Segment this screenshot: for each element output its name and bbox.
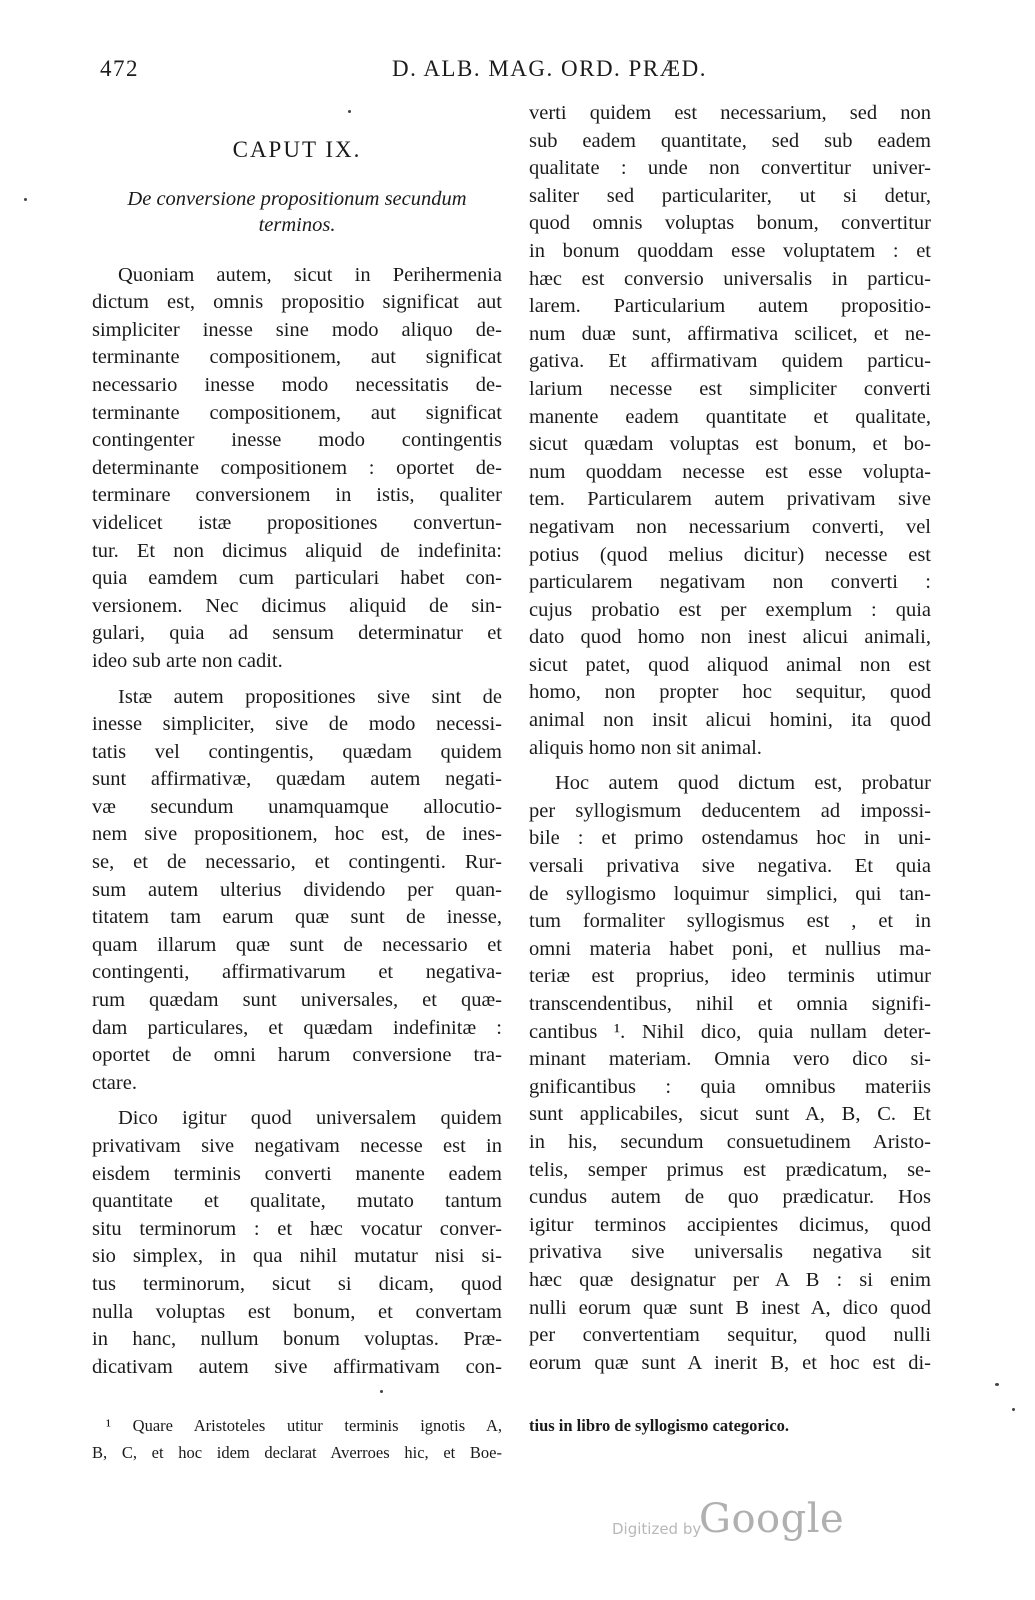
- subtitle-line: terminos.: [258, 213, 336, 236]
- text-line: homo, non propter hoc sequitur, quod: [529, 681, 931, 704]
- paragraph-3: [92, 1105, 502, 1381]
- text-line: simpliciter inesse sine modo aliquo de-: [92, 318, 502, 341]
- text-line: versionem. Nec dicimus aliquid de sin-: [92, 594, 502, 617]
- text-line: versali privativa sive negativa. Et quia: [529, 855, 931, 878]
- text-line: manente eadem quantitate et qualitate,: [529, 405, 931, 428]
- text-line: num quoddam necesse est esse volupta-: [529, 460, 931, 483]
- text-line: tem. Particularem autem privativam sive: [529, 488, 931, 511]
- text-line: transcendentibus, nihil et omnia signifi-: [529, 993, 931, 1015]
- text-line: nulli eorum quæ sunt B inest A, dico quod: [529, 1296, 931, 1319]
- text-line: titatem tam earum quæ sunt de inesse,: [92, 906, 502, 929]
- header-title: D. ALB. MAG. ORD. PRÆD.: [391, 56, 707, 81]
- text-line: cantibus ¹. Nihil dico, quia nullam deter-: [529, 1020, 931, 1043]
- text-line: in hanc, nullum bonum voluptas. Præ-: [92, 1328, 502, 1351]
- text-line: videlicet istæ propositiones convertun-: [92, 511, 502, 534]
- text-line: teriæ est proprius, ideo terminis utimur: [529, 965, 931, 988]
- text-line: per syllogismum deducentem ad impossi-: [529, 799, 931, 822]
- text-line: determinante compositionem : oportet de-: [92, 456, 502, 479]
- left-column: [92, 132, 502, 1389]
- chapter-title: CAPUT IX.: [232, 137, 362, 162]
- digitized-by-google-watermark: [612, 1496, 845, 1550]
- footnote-line: ¹ Quare Aristoteles utitur terminis ignotis A,: [106, 1416, 502, 1435]
- watermark-prefix: Digitized by: [612, 1520, 702, 1538]
- right-column: [529, 100, 931, 1385]
- paragraph-5: [529, 770, 931, 1377]
- text-line: sicut patet, quod aliquod animal non est: [529, 653, 931, 676]
- text-line: hæc quæ designatur per A B : si enim: [529, 1268, 931, 1291]
- text-line: quod omnis voluptas bonum, convertitur: [529, 212, 931, 235]
- text-line: Dico igitur quod universalem quidem: [118, 1107, 502, 1130]
- text-line: sunt applicabiles, sicut sunt A, B, C. Et: [529, 1103, 931, 1126]
- text-line: gnificantibus : quia omnibus materiis: [529, 1075, 931, 1098]
- text-line: situ terminorum : et hæc vocatur conver-: [92, 1217, 502, 1240]
- text-line: telis, semper primus est prædicatum, se-: [529, 1158, 931, 1181]
- text-line: dicativam autem sive affirmativam con-: [92, 1355, 502, 1378]
- scan-speck: [24, 198, 27, 201]
- text-line: contingenti, affirmativarum et negativa-: [92, 961, 502, 984]
- text-line: minant materiam. Omnia vero dico si-: [529, 1048, 931, 1071]
- text-line: terminare conversionem in istis, qualiter: [92, 484, 502, 507]
- text-line: saliter sed particulariter, ut si detur,: [529, 184, 931, 207]
- scan-speck: [380, 1390, 383, 1393]
- text-line: de syllogismo loquimur simplici, qui tan-: [529, 882, 931, 905]
- text-line: privativam sive negativam necesse est in: [92, 1135, 502, 1157]
- text-line: larem. Particularium autem propositio-: [529, 295, 931, 318]
- paragraph-1: [92, 262, 502, 676]
- text-line: ideo sub arte non cadit.: [92, 649, 283, 672]
- text-line: oportet de omni harum conversione tra-: [92, 1044, 502, 1067]
- scan-speck: [348, 110, 351, 113]
- text-line: in bonum quoddam esse voluptatem : et: [529, 239, 931, 262]
- scan-speck: [995, 1383, 999, 1386]
- text-line: gulari, quia ad sensum determinatur et: [92, 622, 502, 645]
- text-line: qualitate : unde non convertitur univer-: [529, 157, 931, 180]
- paragraph-4: [529, 100, 931, 762]
- footnote-line: B, C, et hoc idem declarat Averroes hic, et Boe-: [92, 1443, 502, 1462]
- text-line: animal non insit alicui homini, ita quod: [529, 709, 931, 732]
- text-line: per convertentiam sequitur, quod nulli: [529, 1324, 931, 1347]
- text-line: Quoniam autem, sicut in Perihermenia: [118, 263, 502, 286]
- scan-speck: [1012, 1408, 1015, 1411]
- text-line: sub eadem quantitate, sed sub eadem: [529, 129, 931, 152]
- text-line: væ secundum unamquamque allocutio-: [92, 795, 502, 818]
- text-line: se, et de necessario, et contingenti. Rur-: [92, 851, 502, 874]
- text-line: igitur terminos accipientes dicimus, quod: [529, 1213, 931, 1236]
- running-head: [92, 56, 947, 90]
- text-line: aliquis homo non sit animal.: [529, 736, 762, 759]
- text-line: privativa sive universalis negativa sit: [529, 1241, 931, 1264]
- footnote-left: [92, 1412, 502, 1466]
- text-line: sum autem ulterius dividendo per quan-: [92, 878, 502, 901]
- text-line: tatis vel contingentis, quædam quidem: [92, 740, 502, 763]
- text-line: num duæ sunt, affirmativa scilicet, et ne-: [529, 322, 931, 345]
- paragraph-2: [92, 684, 502, 1098]
- footnote-right: [529, 1412, 931, 1439]
- text-line: in his, secundum consuetudinem Aristo-: [529, 1130, 931, 1153]
- text-line: eorum quæ sunt A inerit B, et hoc est di-: [529, 1351, 931, 1374]
- footnote-line: tius in libro de syllogismo categorico.: [529, 1416, 790, 1435]
- text-line: quantitate et qualitate, mutato tantum: [92, 1190, 502, 1213]
- text-line: cujus probatio est per exemplum : quia: [529, 598, 931, 621]
- text-line: potius (quod melius dicitur) necesse est: [529, 543, 931, 566]
- text-line: terminante compositionem, aut significat: [92, 346, 502, 369]
- text-line: contingenter inesse modo contingentis: [92, 429, 502, 452]
- text-line: nem sive propositionem, hoc est, de ines-: [92, 823, 502, 846]
- text-line: dam particulares, et quædam indefinitæ :: [92, 1016, 502, 1039]
- text-line: necessario inesse modo necessitatis de-: [92, 373, 502, 396]
- text-line: larium necesse est simpliciter converti: [529, 377, 931, 400]
- text-line: quia eamdem cum particulari habet con-: [92, 567, 502, 590]
- text-line: nulla voluptas est bonum, et convertam: [92, 1300, 502, 1323]
- text-line: terminante compositionem, aut significat: [92, 401, 502, 424]
- text-line: eisdem terminis converti manente eadem: [92, 1162, 502, 1185]
- text-line: Istæ autem propositiones sive sint de: [118, 685, 502, 708]
- text-line: rum quædam sunt universales, et quæ-: [92, 989, 502, 1012]
- subtitle-line: De conversione propositionum secundum: [127, 187, 467, 210]
- text-line: sio simplex, in qua nihil mutatur nisi si-: [92, 1245, 502, 1268]
- text-line: tum formaliter syllogismus est , et in: [529, 910, 931, 933]
- text-line: Hoc autem quod dictum est, probatur: [555, 772, 931, 795]
- text-line: hæc est conversio universalis in particu-: [529, 267, 931, 290]
- text-line: negativam non necessarium converti, vel: [529, 515, 931, 538]
- text-line: inesse simpliciter, sive de modo necessi-: [92, 713, 502, 736]
- text-line: tur. Et non dicimus aliquid de indefinita:: [92, 539, 502, 562]
- text-line: sunt affirmativæ, quædam autem negati-: [92, 768, 502, 791]
- google-logo: Google: [699, 1496, 845, 1542]
- text-line: cundus autem de quo prædicatur. Hos: [529, 1186, 931, 1209]
- text-line: verti quidem est necessarium, sed non: [529, 102, 931, 124]
- chapter-subtitle: [92, 186, 502, 238]
- text-line: ctare.: [92, 1071, 137, 1094]
- text-line: sicut quædam voluptas est bonum, et bo-: [529, 433, 931, 456]
- text-line: quam illarum quæ sunt de necessario et: [92, 933, 502, 956]
- text-line: gativa. Et affirmativam quidem particu-: [529, 350, 931, 373]
- text-line: bile : et primo ostendamus hoc in uni-: [529, 827, 931, 850]
- page-number: 472: [100, 56, 139, 81]
- text-line: dictum est, omnis propositio significat aut: [92, 291, 502, 314]
- text-line: omni materia habet poni, et nullius ma-: [529, 937, 931, 960]
- text-line: particularem negativam non converti :: [529, 571, 931, 594]
- text-line: dato quod homo non inest alicui animali,: [529, 626, 931, 649]
- text-line: tus terminorum, sicut si dicam, quod: [92, 1272, 502, 1295]
